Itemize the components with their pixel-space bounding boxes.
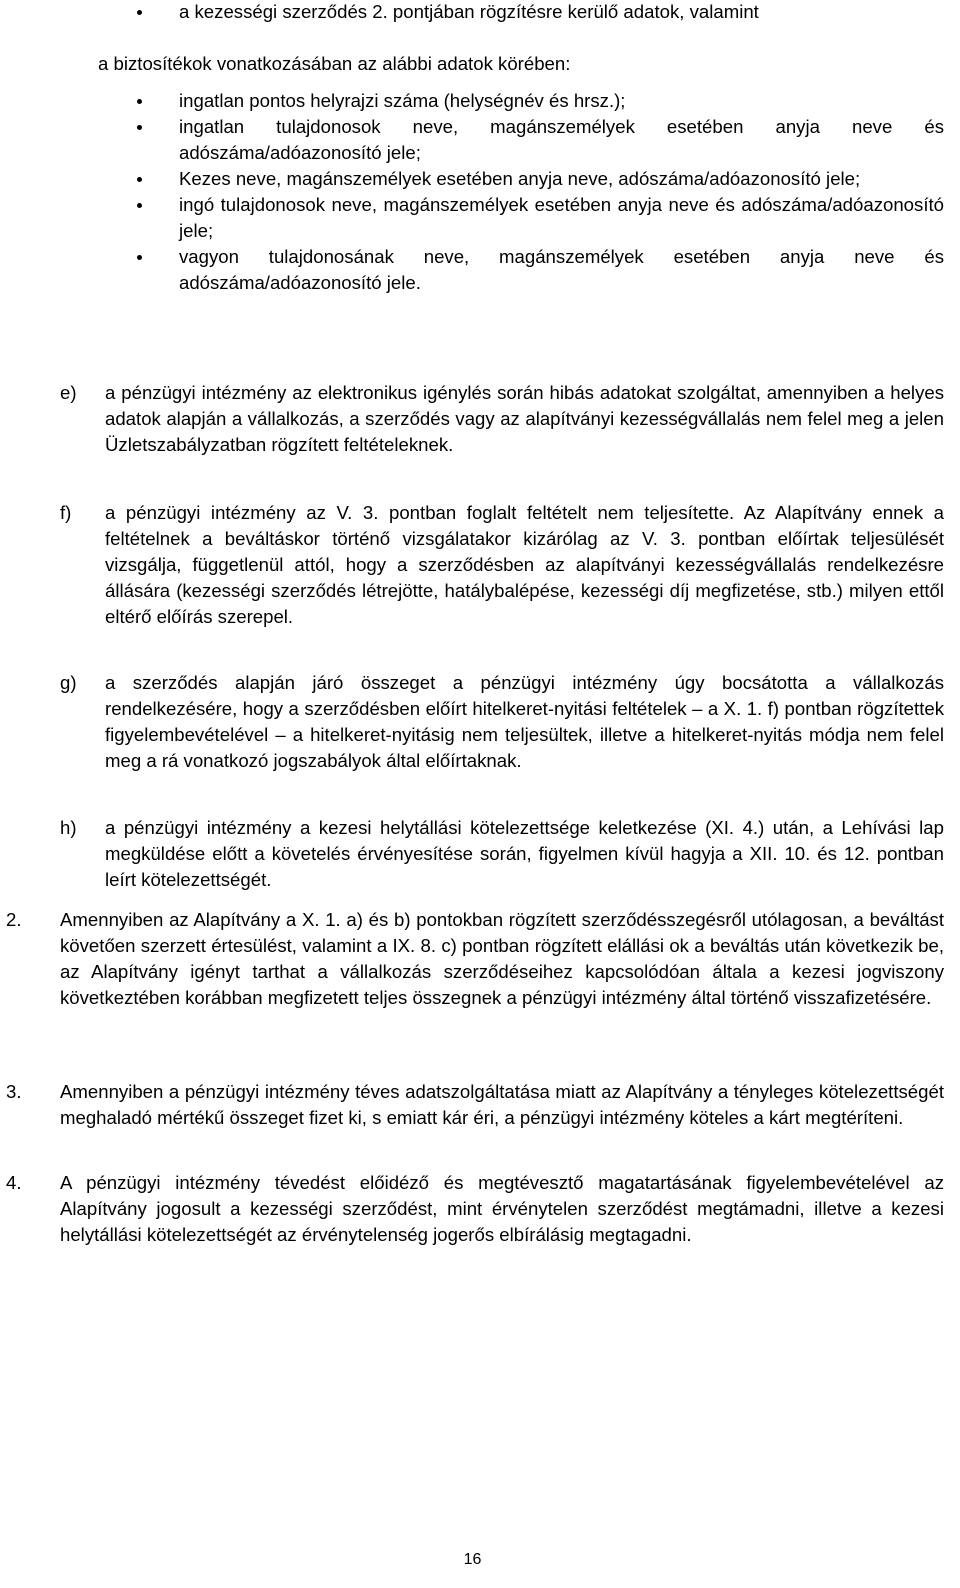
list-item-text: ingatlan tulajdonosok neve, magánszemélyek esetében anyja neve és adószáma/adóazonosító jele;: [179, 116, 944, 163]
bullet-dot-icon: [137, 177, 142, 182]
numbered-item-4: [0, 1170, 952, 1248]
item-text: a pénzügyi intézmény az elektronikus igénylés során hibás adatokat szolgáltat, amennyiben a helyes adatok alapján a vállalkozás, a szerződés vagy az alapítványi kezességvállalás nem felel meg a jelen Üzletszabályzatban rögzített feltételeknek.: [105, 382, 944, 455]
lettered-item-f: [0, 500, 952, 630]
bullet-dot-icon: [137, 255, 142, 260]
item-label: 2.: [6, 909, 22, 930]
item-label: 4.: [6, 1172, 22, 1193]
page-number: 16: [463, 1551, 482, 1568]
list-item: [0, 114, 952, 166]
item-text: A pénzügyi intézmény tévedést előidéző és megtévesztő magatartásának figyelembevételével az Alapítvány jogosult a kezességi szerződést, mint érvénytelen szerződést megtámadni, illetve a kezesi helytállási kötelezettségét az érvénytelenség jogerős elbírálásig megtagadni.: [60, 1172, 944, 1245]
bullet-dot-icon: [137, 125, 142, 130]
list-item: [0, 166, 952, 192]
list-item-text: Kezes neve, magánszemélyek esetében anyja neve, adószáma/adóazonosító jele;: [179, 168, 861, 189]
numbered-item-3: [0, 1079, 952, 1131]
numbered-item-2: [0, 907, 952, 1011]
list-item: [0, 244, 952, 296]
item-text: Amennyiben az Alapítvány a X. 1. a) és b) pontokban rögzített szerződésszegésről utólagosan, a beváltást követően szerzett értesülést, valamint a IX. 8. c) pontban rögzített elállási ok a beváltás után következik be, az Alapítvány igényt tarthat a vállalkozás szerződéseihez kapcsolódóan általa a kezesi jogviszony következtében korábban megfizetett teljes összegnek a pénzügyi intézmény által történő visszafizetésére.: [60, 909, 944, 1008]
item-text: Amennyiben a pénzügyi intézmény téves adatszolgáltatása miatt az Alapítvány a tényleges kötelezettségét meghaladó mértékű összeget fizet ki, s emiatt kár éri, a pénzügyi intézmény köteles a kárt megtéríteni.: [60, 1081, 944, 1128]
top-bullet-item: [0, 0, 952, 25]
top-bullet-text: a kezességi szerződés 2. pontjában rögzítésre kerülő adatok, valamint: [179, 1, 759, 22]
item-text: a pénzügyi intézmény a kezesi helytállási kötelezettsége keletkezése (XI. 4.) után, a Lehívási lap megküldése előtt a követelés érvényesítése során, figyelmen kívül hagyja a XII. 10. és 12. pontban leírt kötelezettségét.: [105, 817, 944, 890]
item-label: g): [60, 672, 77, 693]
bullet-dot-icon: [137, 99, 142, 104]
bullet-dot-icon: [137, 203, 142, 208]
item-label: 3.: [6, 1081, 22, 1102]
item-text: a szerződés alapján járó összeget a pénzügyi intézmény úgy bocsátotta a vállalkozás rendelkezésére, hogy a szerződésben előírt hitelkeret-nyitási feltételek – a X. 1. f) pontban rögzítettek figyelembevételével – a hitelkeret-nyitásig nem teljesültek, illetve a hitelkeret-nyitás módja nem felel meg a rá vonatkozó jogszabályok által előírtaknak.: [105, 672, 944, 771]
item-label: h): [60, 817, 77, 838]
lettered-item-h: [0, 815, 952, 893]
sub-bullet-list: [0, 88, 952, 296]
list-item: [0, 192, 952, 244]
item-label: f): [60, 502, 72, 523]
intro-text: a biztosítékok vonatkozásában az alábbi adatok körében:: [98, 53, 571, 74]
list-item-text: ingó tulajdonosok neve, magánszemélyek esetében anyja neve és adószáma/adóazonosító jele;: [179, 194, 944, 241]
bullet-dot-icon: [137, 10, 142, 15]
lettered-item-e: [0, 380, 952, 458]
item-label: e): [60, 382, 77, 403]
list-item-text: ingatlan pontos helyrajzi száma (helységnév és hrsz.);: [179, 90, 626, 111]
list-item: [0, 88, 952, 114]
lettered-item-g: [0, 670, 952, 774]
list-item-text: vagyon tulajdonosának neve, magánszemélyek esetében anyja neve és adószáma/adóazonosító jele.: [179, 246, 944, 293]
intro-paragraph: [0, 51, 952, 77]
item-text: a pénzügyi intézmény az V. 3. pontban foglalt feltételt nem teljesítette. Az Alapítvány ennek a feltételnek a beváltáskor történő vizsgálatakor kizárólag az V. 3. pontban előírtak teljesülését vizsgálja, függetlenül attól, hogy a szerződésben az alapítványi kezességvállalás rendelkezésre állására (kezességi szerződés létrejötte, hatálybalépése, kezességi díj megfizetése, stb.) milyen ettől eltérő előírás szerepel.: [105, 502, 944, 627]
